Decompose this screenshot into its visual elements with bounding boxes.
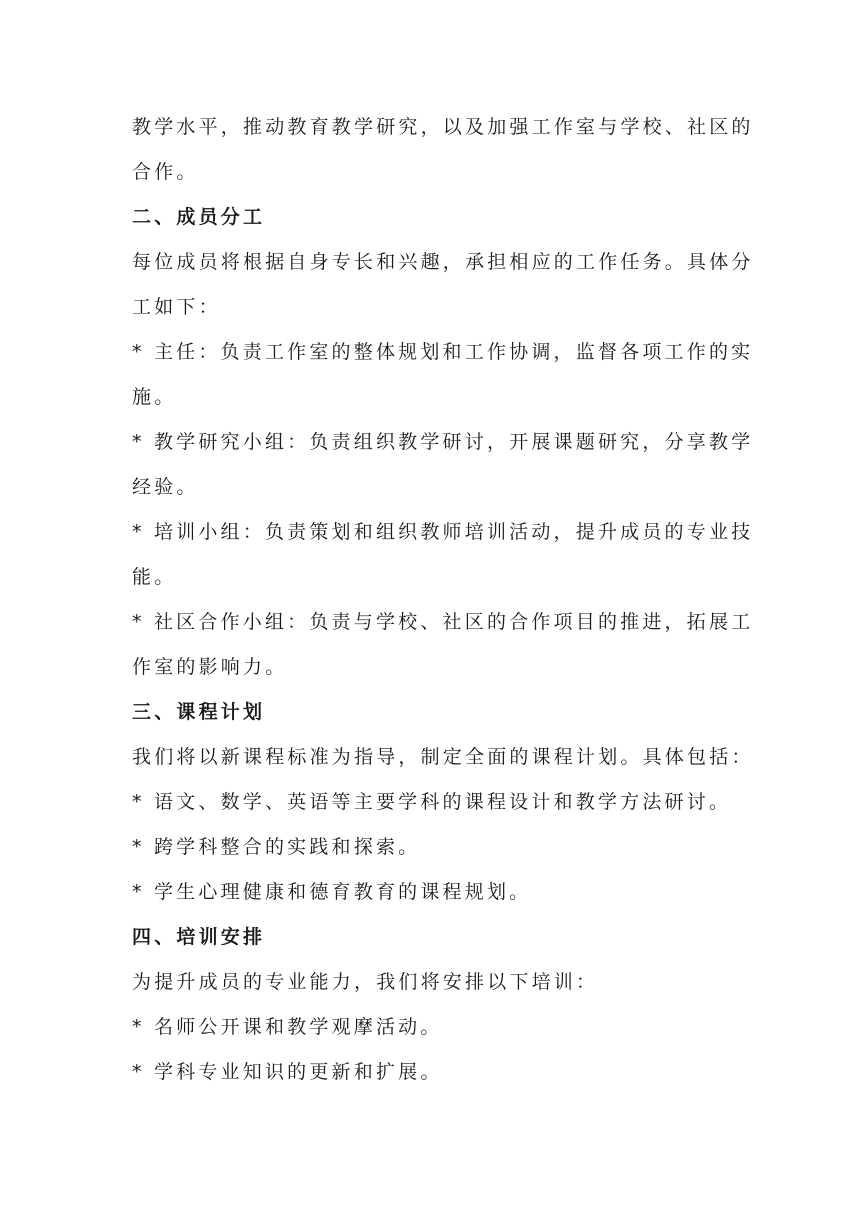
section2-para-line-2: 工如下：	[132, 296, 221, 318]
list-item-core-subjects: * 语文、数学、英语等主要学科的课程设计和教学方法研讨。	[132, 791, 732, 813]
section-heading-training-schedule: 四、培训安排	[132, 926, 266, 948]
intro-line-2: 合作。	[132, 161, 199, 183]
list-item-knowledge-update: * 学科专业知识的更新和扩展。	[132, 1061, 443, 1083]
list-item-research-group-line-1: * 教学研究小组：负责组织教学研讨，开展课题研究，分享教学	[132, 431, 754, 453]
list-item-open-class: * 名师公开课和教学观摩活动。	[132, 1016, 443, 1038]
section3-para: 我们将以新课程标准为指导，制定全面的课程计划。具体包括：	[132, 746, 754, 768]
list-item-training-group-line-2: 能。	[132, 566, 177, 588]
section-heading-member-roles: 二、成员分工	[132, 206, 266, 228]
list-item-research-group-line-2: 经验。	[132, 476, 199, 498]
list-item-community-group-line-1: * 社区合作小组：负责与学校、社区的合作项目的推进，拓展工	[132, 611, 754, 633]
list-item-director-line-2: 施。	[132, 386, 177, 408]
section4-para: 为提升成员的专业能力，我们将安排以下培训：	[132, 971, 599, 993]
list-item-mental-health: * 学生心理健康和德育教育的课程规划。	[132, 881, 532, 903]
list-item-director-line-1: * 主任：负责工作室的整体规划和工作协调，监督各项工作的实	[132, 341, 754, 363]
list-item-interdisciplinary: * 跨学科整合的实践和探索。	[132, 836, 421, 858]
list-item-training-group-line-1: * 培训小组：负责策划和组织教师培训活动，提升成员的专业技	[132, 521, 754, 543]
intro-line-1: 教学水平，推动教育教学研究，以及加强工作室与学校、社区的	[132, 116, 754, 138]
section2-para-line-1: 每位成员将根据自身专长和兴趣，承担相应的工作任务。具体分	[132, 251, 754, 273]
section-heading-curriculum-plan: 三、课程计划	[132, 701, 266, 723]
list-item-community-group-line-2: 作室的影响力。	[132, 656, 288, 678]
